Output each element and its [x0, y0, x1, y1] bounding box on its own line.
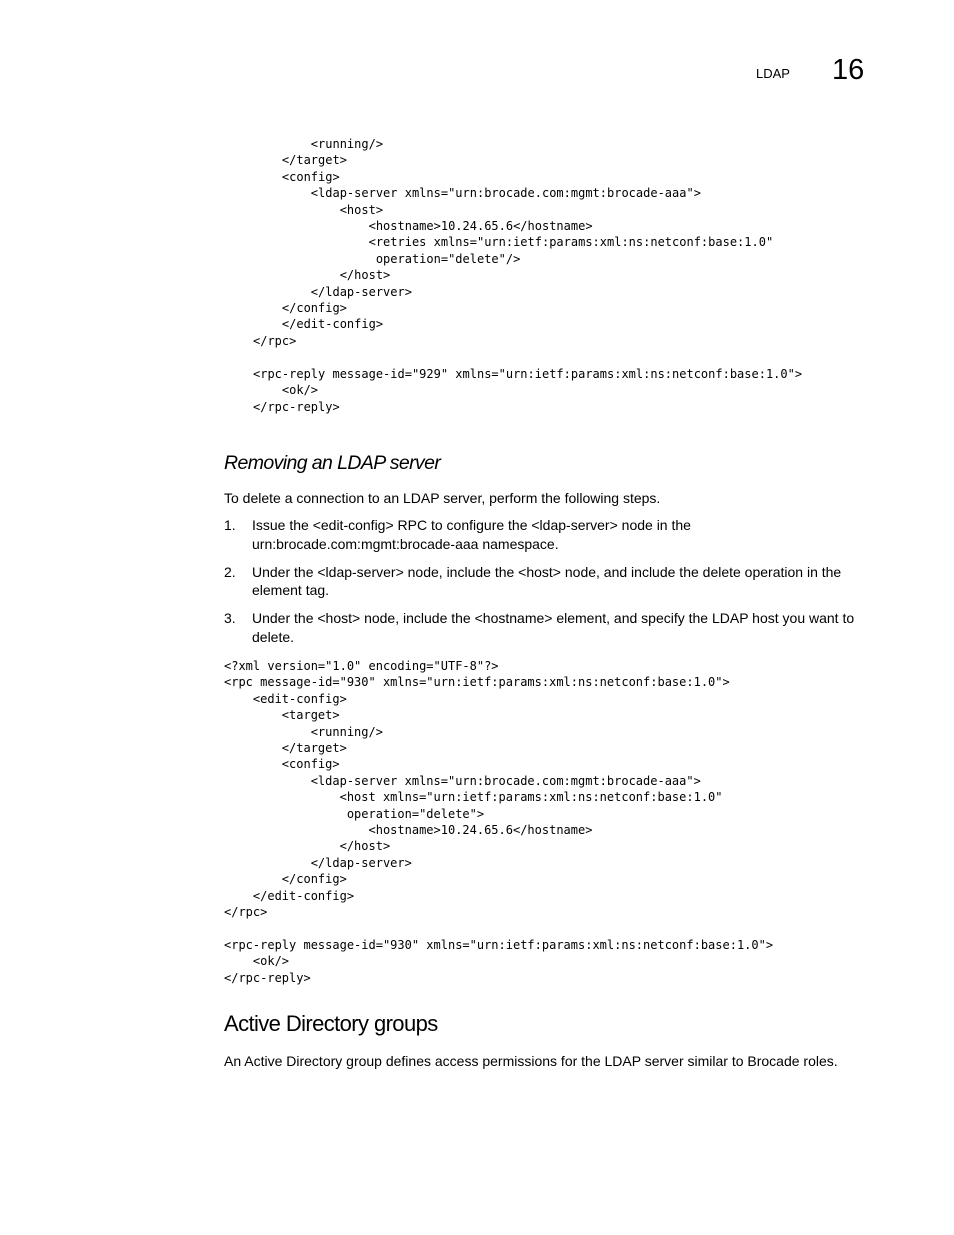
intro-paragraph: To delete a connection to an LDAP server, perform the following steps.	[224, 490, 661, 506]
section-heading-removing-ldap-server: Removing an LDAP server	[224, 452, 441, 474]
section-heading-active-directory-groups: Active Directory groups	[224, 1011, 438, 1036]
step-number: 2.	[224, 563, 236, 580]
step-text: Under the <ldap-server> node, include the <host> node, and include the delete operation in the element tag.	[252, 563, 842, 598]
step-text: Under the <host> node, include the <hostname> element, and specify the LDAP host you want to delete.	[252, 610, 855, 645]
step-number: 1.	[224, 517, 236, 533]
chapter-title: LDAP	[756, 66, 790, 81]
step-item	[224, 516, 874, 553]
step-number: 3.	[224, 610, 236, 626]
step-item	[224, 609, 874, 646]
chapter-number: 16	[832, 54, 865, 86]
step-text: Issue the <edit-config> RPC to configure the <ldap-server> node in the urn:brocade.com:mgmt:brocade-aaa namespace.	[252, 517, 691, 552]
step-item	[224, 563, 874, 600]
active-directory-paragraph: An Active Directory group defines access permissions for the LDAP server similar to Brocade roles.	[224, 1053, 838, 1069]
steps-list	[224, 516, 874, 656]
code-block-delete-retries: <running/> </target> <config> <ldap-server xmlns="urn:brocade.com:mgmt:brocade-aaa"> <host> <hostname>10.24.65.6</hostname> <retries xmlns="urn:ietf:params:xml:ns:netconf:base:1.0" operation="delete"/> </host> </ldap-server> </config> </edit-config> </rpc> <rpc-reply message-id="929" xmlns="urn:ietf:params:xml:ns:netconf:base:1.0"> <ok/> </rpc-reply>	[253, 137, 803, 414]
code-block-remove-ldap-server: <?xml version="1.0" encoding="UTF-8"?> <rpc message-id="930" xmlns="urn:ietf:params:xml:ns:netconf:base:1.0"> <edit-config> <target> <running/> </target> <config> <ldap-server xmlns="urn:brocade.com:mgmt:brocade-aaa"> <host xmlns="urn:ietf:params:xml:ns:netconf:base:1.0" operation="delete"> <hostname>10.24.65.6</hostname> </host> </ldap-server> </config> </edit-config> </rpc> <rpc-reply message-id="930" xmlns="urn:ietf:params:xml:ns:netconf:base:1.0"> <ok/> </rpc-reply>	[224, 659, 774, 985]
